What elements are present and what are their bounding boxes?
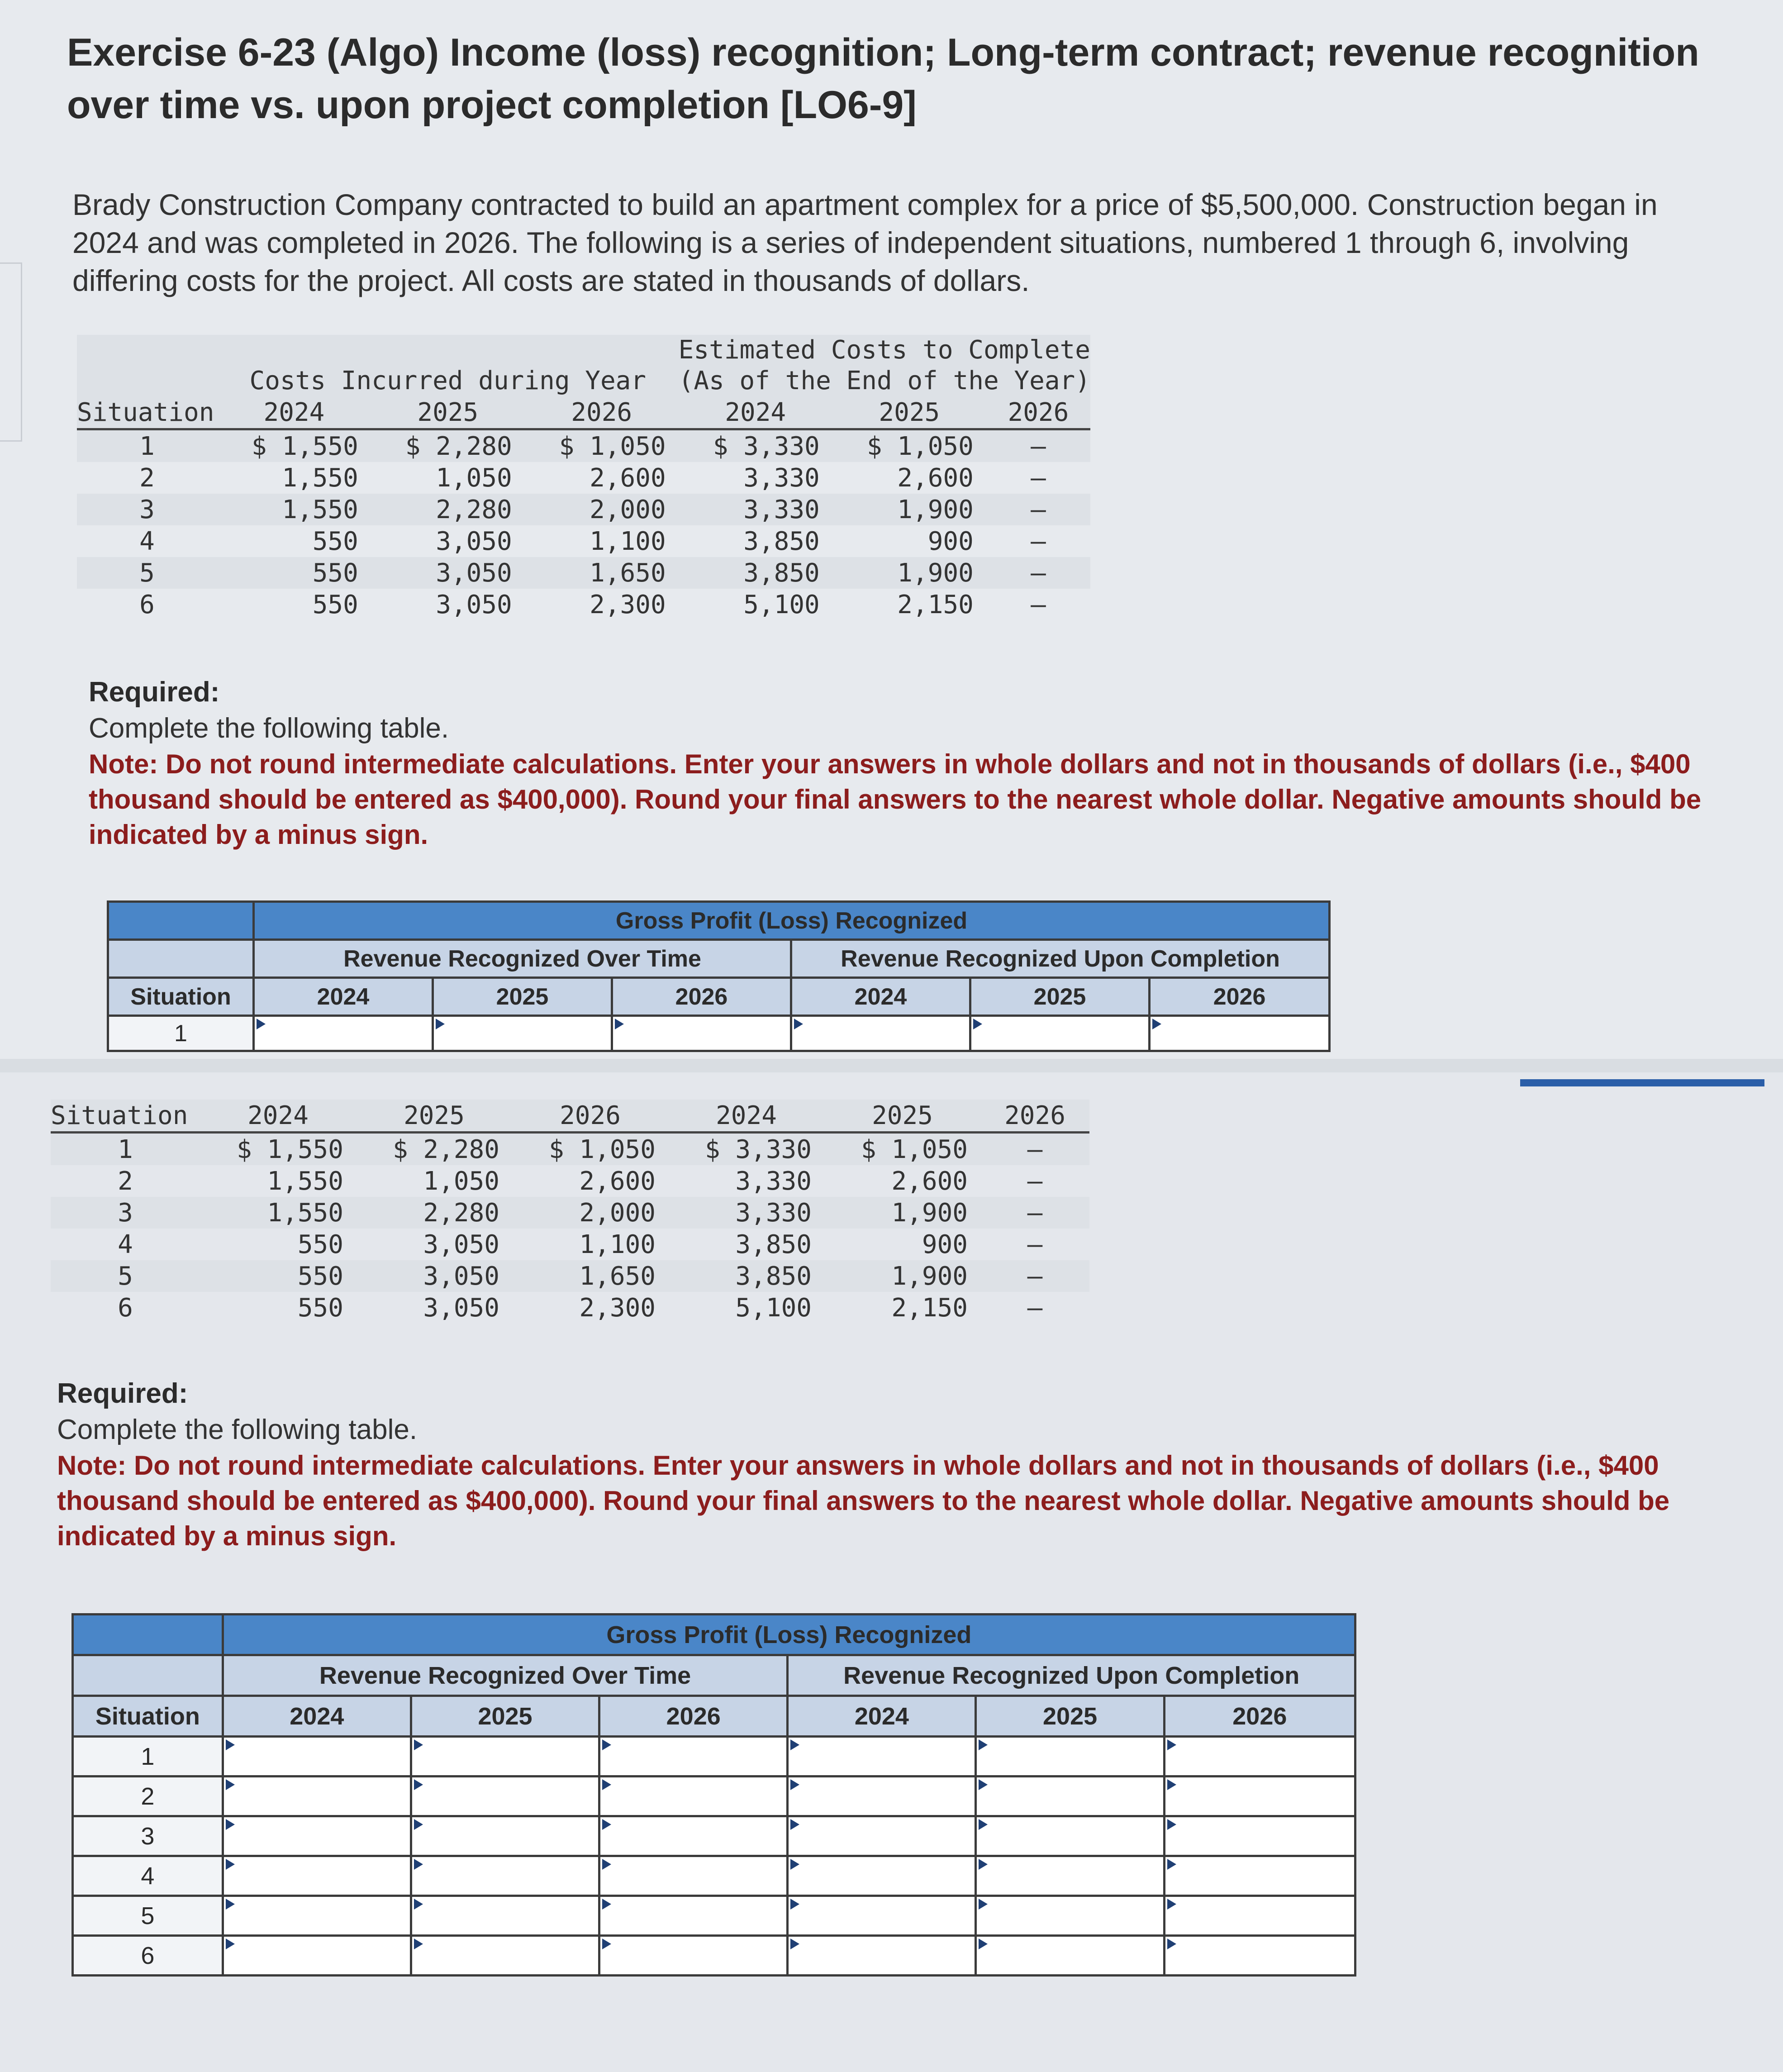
over-time-input[interactable] bbox=[434, 1020, 611, 1047]
cost-incurred-cell: 1,650 bbox=[525, 557, 679, 589]
year-header: 2025 bbox=[433, 978, 612, 1016]
estimated-cost-cell: 900 bbox=[922, 1229, 968, 1259]
over-time-input[interactable] bbox=[600, 1784, 786, 1810]
situation-number: 3 bbox=[51, 1197, 200, 1229]
estimated-cost-cell: 3,850 bbox=[679, 557, 832, 589]
situation-label: 4 bbox=[73, 1856, 223, 1896]
upon-completion-input[interactable] bbox=[789, 1824, 975, 1850]
situation-number: 4 bbox=[118, 1229, 133, 1259]
situation-number: 1 bbox=[77, 429, 217, 462]
situation-label: 6 bbox=[73, 1936, 223, 1976]
upon-completion-input[interactable] bbox=[789, 1744, 975, 1770]
situation-number: 2 bbox=[139, 463, 155, 493]
panel-divider bbox=[0, 1059, 1783, 1072]
estimated-cost-cell: – bbox=[1027, 1166, 1043, 1196]
year-header: 2024 bbox=[788, 1696, 976, 1737]
cost-incurred-cell: 1,550 bbox=[217, 494, 371, 525]
answer-input-cell[interactable] bbox=[976, 1777, 1164, 1816]
data-row bbox=[77, 525, 1090, 557]
estimated-cost-cell: 5,100 bbox=[743, 590, 820, 619]
answer-input-cell[interactable] bbox=[788, 1896, 976, 1936]
gross-profit-header: Gross Profit (Loss) Recognized bbox=[254, 902, 1330, 940]
situation-number: 5 bbox=[77, 557, 217, 589]
over-time-input[interactable] bbox=[224, 1824, 410, 1850]
cost-incurred-cell: 550 bbox=[297, 1293, 343, 1323]
year-header: 2025 bbox=[970, 978, 1150, 1016]
answer-input-cell[interactable] bbox=[788, 1816, 976, 1856]
estimated-cost-cell: 2,150 bbox=[891, 1293, 968, 1323]
estimated-cost-cell: $ 3,330 bbox=[668, 1133, 824, 1166]
answer-input-cell[interactable] bbox=[411, 1856, 599, 1896]
over-time-input[interactable] bbox=[412, 1784, 598, 1810]
situation-number: 6 bbox=[118, 1293, 133, 1323]
over-time-header: Revenue Recognized Over Time bbox=[254, 940, 791, 978]
upon-completion-input[interactable] bbox=[977, 1744, 1163, 1770]
upon-completion-input[interactable] bbox=[789, 1903, 975, 1929]
blank-header bbox=[77, 335, 217, 396]
upon-completion-input[interactable] bbox=[792, 1020, 969, 1047]
situation-label: 3 bbox=[73, 1816, 223, 1856]
estimated-cost-cell: 2,600 bbox=[897, 463, 974, 493]
year-header: 2026 bbox=[1164, 1696, 1355, 1737]
cost-incurred-cell: 550 bbox=[297, 1229, 343, 1259]
answer-input-cell[interactable] bbox=[788, 1936, 976, 1976]
upon-completion-input[interactable] bbox=[977, 1824, 1163, 1850]
answer-input-cell[interactable] bbox=[411, 1936, 599, 1976]
situation-number: 4 bbox=[139, 526, 155, 556]
estimated-cost-cell: 3,850 bbox=[668, 1260, 824, 1292]
upon-completion-input[interactable] bbox=[1165, 1903, 1354, 1929]
cost-incurred-cell: 2,300 bbox=[579, 1293, 656, 1323]
cost-incurred-cell: $ 1,550 bbox=[200, 1133, 356, 1166]
situation-label: 1 bbox=[108, 1016, 254, 1051]
estimated-cost-cell: – bbox=[1027, 1229, 1043, 1259]
answer-input-cell[interactable] bbox=[1164, 1896, 1355, 1936]
progress-strip bbox=[1520, 1079, 1764, 1086]
cost-incurred-cell: 3,050 bbox=[423, 1229, 499, 1259]
answer-input-cell[interactable] bbox=[612, 1016, 791, 1051]
problem-intro: Brady Construction Company contracted to build an apartment complex for a price of $5,500,000. Construction began in 2024 and was completed in 2026. The following is a series of independent situations, numbered 1 through 6, involving differing costs for the project. All costs are stated in thousands of dollars. bbox=[72, 188, 1658, 297]
cost-incurred-cell: 2,600 bbox=[590, 463, 666, 493]
estimated-cost-cell: – bbox=[980, 1133, 1089, 1166]
costs-incurred-header: Costs Incurred during Year bbox=[217, 335, 679, 396]
answer-input-cell[interactable] bbox=[411, 1777, 599, 1816]
cost-incurred-cell: 3,050 bbox=[436, 590, 512, 619]
cost-incurred-cell: $ 2,280 bbox=[356, 1133, 512, 1166]
data-row bbox=[51, 1133, 1089, 1166]
answer-input-cell[interactable] bbox=[411, 1737, 599, 1777]
answer-input-cell[interactable] bbox=[976, 1737, 1164, 1777]
estimated-cost-cell: $ 1,050 bbox=[832, 429, 986, 462]
estimated-cost-cell: 1,900 bbox=[824, 1260, 980, 1292]
answer-row bbox=[73, 1816, 1355, 1856]
upon-completion-header: Revenue Recognized Upon Completion bbox=[791, 940, 1330, 978]
estimated-cost-cell: 3,330 bbox=[679, 494, 832, 525]
cost-incurred-cell: $ 1,050 bbox=[512, 1133, 668, 1166]
situation-label: 2 bbox=[73, 1777, 223, 1816]
answer-input-cell[interactable] bbox=[976, 1896, 1164, 1936]
year-header: 2025 bbox=[824, 1100, 980, 1133]
data-row bbox=[77, 557, 1090, 589]
data-row bbox=[51, 1260, 1089, 1292]
estimated-cost-cell: – bbox=[986, 557, 1090, 589]
cost-incurred-cell: 550 bbox=[312, 590, 358, 619]
year-header: 2026 bbox=[1150, 978, 1330, 1016]
band-blank bbox=[108, 940, 254, 978]
data-row bbox=[51, 1197, 1089, 1229]
year-header: 2025 bbox=[976, 1696, 1164, 1737]
upon-completion-input[interactable] bbox=[1165, 1943, 1354, 1969]
cost-incurred-cell: 1,550 bbox=[282, 463, 358, 493]
answer-row bbox=[73, 1936, 1355, 1976]
cost-incurred-cell: 1,650 bbox=[512, 1260, 668, 1292]
answer-input-cell[interactable] bbox=[599, 1816, 788, 1856]
cost-incurred-cell: 2,300 bbox=[590, 590, 666, 619]
over-time-input[interactable] bbox=[224, 1784, 410, 1810]
estimated-cost-cell: 1,900 bbox=[832, 557, 986, 589]
answer-input-cell[interactable] bbox=[223, 1816, 411, 1856]
cost-incurred-cell: 2,000 bbox=[512, 1197, 668, 1229]
answer-input-cell[interactable] bbox=[788, 1737, 976, 1777]
cost-incurred-cell: $ 2,280 bbox=[371, 429, 525, 462]
gross-profit-answer-table-full bbox=[71, 1613, 1356, 1977]
over-time-input[interactable] bbox=[412, 1903, 598, 1929]
answer-input-cell[interactable] bbox=[223, 1777, 411, 1816]
estimated-cost-cell: – bbox=[986, 494, 1090, 525]
year-header: 2025 bbox=[356, 1100, 512, 1133]
gross-profit-header: Gross Profit (Loss) Recognized bbox=[223, 1615, 1355, 1655]
estimated-cost-cell: – bbox=[980, 1197, 1089, 1229]
answer-input-cell[interactable] bbox=[1164, 1816, 1355, 1856]
answer-input-cell[interactable] bbox=[223, 1936, 411, 1976]
cost-incurred-cell: 550 bbox=[217, 557, 371, 589]
over-time-input[interactable] bbox=[224, 1903, 410, 1929]
cost-incurred-cell: 550 bbox=[312, 526, 358, 556]
upon-completion-input[interactable] bbox=[1165, 1824, 1354, 1850]
cost-incurred-cell: 1,550 bbox=[200, 1197, 356, 1229]
answer-input-cell[interactable] bbox=[1164, 1777, 1355, 1816]
answer-row bbox=[73, 1777, 1355, 1816]
cost-incurred-cell: 2,280 bbox=[356, 1197, 512, 1229]
data-row bbox=[77, 494, 1090, 525]
required-text: Complete the following table. bbox=[89, 713, 449, 744]
answer-input-cell[interactable] bbox=[223, 1737, 411, 1777]
estimated-cost-cell: – bbox=[1031, 590, 1046, 619]
data-row bbox=[51, 1292, 1089, 1324]
required-note: Note: Do not round intermediate calculations. Enter your answers in whole dollars and not in thousands of dollars (i.e., $400 thousand should be entered as $400,000). Round your final answers to the nearest whole dollar. Negative amounts should be indicated by a minus sign. bbox=[57, 1450, 1670, 1551]
data-row bbox=[77, 429, 1090, 462]
situation-header: Situation bbox=[51, 1100, 200, 1133]
year-header: 2025 bbox=[371, 396, 525, 429]
estimated-cost-cell: – bbox=[1027, 1293, 1043, 1323]
answer-input-cell[interactable] bbox=[223, 1896, 411, 1936]
situation-label: 5 bbox=[73, 1896, 223, 1936]
year-header: 2025 bbox=[832, 396, 986, 429]
year-header: 2026 bbox=[612, 978, 791, 1016]
upon-completion-input[interactable] bbox=[789, 1863, 975, 1890]
answer-input-cell[interactable] bbox=[1164, 1936, 1355, 1976]
over-time-input[interactable] bbox=[412, 1824, 598, 1850]
upon-completion-input[interactable] bbox=[977, 1863, 1163, 1890]
answer-rows bbox=[73, 1737, 1355, 1976]
answer-row bbox=[73, 1737, 1355, 1777]
estimated-cost-cell: 1,900 bbox=[832, 494, 986, 525]
upon-completion-input[interactable] bbox=[977, 1903, 1163, 1929]
estimated-cost-cell: 900 bbox=[927, 526, 974, 556]
answer-input-cell[interactable] bbox=[970, 1016, 1150, 1051]
answer-input-cell[interactable] bbox=[599, 1856, 788, 1896]
estimated-cost-cell: – bbox=[1031, 526, 1046, 556]
year-header: 2024 bbox=[791, 978, 970, 1016]
cost-incurred-cell: 1,100 bbox=[579, 1229, 656, 1259]
over-time-input[interactable] bbox=[600, 1744, 786, 1770]
cost-incurred-cell: 1,550 bbox=[267, 1166, 343, 1196]
situation-number: 6 bbox=[139, 590, 155, 619]
estimated-cost-cell: 3,330 bbox=[735, 1166, 812, 1196]
over-time-input[interactable] bbox=[412, 1943, 598, 1969]
over-time-input[interactable] bbox=[613, 1020, 790, 1047]
over-time-input[interactable] bbox=[600, 1943, 786, 1969]
answer-input-cell[interactable] bbox=[976, 1816, 1164, 1856]
exercise-title: Exercise 6-23 (Algo) Income (loss) recognition; Long-term contract; revenue recognition over time vs. upon project completion [LO6-9] bbox=[67, 31, 1699, 127]
estimated-cost-cell: – bbox=[1031, 463, 1046, 493]
estimated-cost-cell: 5,100 bbox=[735, 1293, 812, 1323]
estimated-cost-cell: 3,850 bbox=[743, 526, 820, 556]
year-header: 2026 bbox=[986, 396, 1090, 429]
year-header: 2024 bbox=[200, 1100, 356, 1133]
year-header: 2024 bbox=[223, 1696, 411, 1737]
answer-input-cell[interactable] bbox=[599, 1737, 788, 1777]
data-rows bbox=[51, 1133, 1089, 1324]
situation-number: 3 bbox=[77, 494, 217, 525]
situation-header: Situation bbox=[108, 978, 254, 1016]
upon-completion-input[interactable] bbox=[1165, 1744, 1354, 1770]
answer-input-cell[interactable] bbox=[788, 1856, 976, 1896]
answer-row bbox=[73, 1856, 1355, 1896]
answer-rows bbox=[108, 1016, 1330, 1051]
estimated-cost-cell: 3,330 bbox=[668, 1197, 824, 1229]
costs-data-table-repeat bbox=[51, 1100, 1089, 1324]
upon-completion-input[interactable] bbox=[789, 1784, 975, 1810]
band-blank bbox=[108, 902, 254, 940]
upon-completion-input[interactable] bbox=[1151, 1020, 1328, 1047]
year-header: 2024 bbox=[668, 1100, 824, 1133]
situation-header: Situation bbox=[77, 396, 217, 429]
over-time-input[interactable] bbox=[255, 1020, 432, 1047]
cost-incurred-cell: 3,050 bbox=[356, 1260, 512, 1292]
over-time-input[interactable] bbox=[224, 1863, 410, 1890]
upon-completion-header: Revenue Recognized Upon Completion bbox=[788, 1655, 1355, 1696]
over-time-input[interactable] bbox=[224, 1943, 410, 1969]
over-time-input[interactable] bbox=[412, 1863, 598, 1890]
upon-completion-input[interactable] bbox=[971, 1020, 1148, 1047]
estimated-cost-cell: – bbox=[986, 429, 1090, 462]
cost-incurred-cell: $ 1,050 bbox=[525, 429, 679, 462]
data-row bbox=[51, 1229, 1089, 1260]
answer-input-cell[interactable] bbox=[976, 1856, 1164, 1896]
data-row bbox=[51, 1165, 1089, 1197]
estimated-cost-cell: $ 3,330 bbox=[679, 429, 832, 462]
answer-input-cell[interactable] bbox=[599, 1896, 788, 1936]
year-header: 2024 bbox=[217, 396, 371, 429]
answer-input-cell[interactable] bbox=[223, 1856, 411, 1896]
year-header: 2026 bbox=[512, 1100, 668, 1133]
estimated-cost-cell: $ 1,050 bbox=[824, 1133, 980, 1166]
answer-input-cell[interactable] bbox=[599, 1936, 788, 1976]
cost-incurred-cell: 1,050 bbox=[423, 1166, 499, 1196]
cost-incurred-cell: 2,600 bbox=[579, 1166, 656, 1196]
gross-profit-answer-table bbox=[107, 900, 1331, 1052]
over-time-input[interactable] bbox=[224, 1744, 410, 1770]
situation-header: Situation bbox=[73, 1696, 223, 1737]
required-heading: Required: bbox=[89, 676, 220, 708]
answer-input-cell[interactable] bbox=[1164, 1856, 1355, 1896]
estimated-cost-cell: 1,900 bbox=[824, 1197, 980, 1229]
situation-number: 1 bbox=[51, 1133, 200, 1166]
over-time-input[interactable] bbox=[412, 1744, 598, 1770]
year-header: 2026 bbox=[599, 1696, 788, 1737]
data-row bbox=[77, 589, 1090, 620]
estimated-cost-cell: 2,150 bbox=[897, 590, 974, 619]
over-time-input[interactable] bbox=[600, 1863, 786, 1890]
required-note: Note: Do not round intermediate calculations. Enter your answers in whole dollars and not in thousands of dollars (i.e., $400 thousand should be entered as $400,000). Round your final answers to the nearest whole dollar. Negative amounts should be indicated by a minus sign. bbox=[89, 749, 1702, 850]
data-row bbox=[77, 462, 1090, 494]
cost-incurred-cell: 1,100 bbox=[590, 526, 666, 556]
answer-input-cell[interactable] bbox=[788, 1777, 976, 1816]
answer-row bbox=[108, 1016, 1330, 1051]
required-section bbox=[89, 674, 1763, 853]
estimated-cost-cell: 3,330 bbox=[743, 463, 820, 493]
year-header: 2024 bbox=[679, 396, 832, 429]
estimated-costs-header-line1: Estimated Costs to Complete bbox=[678, 335, 1090, 365]
required-heading: Required: bbox=[57, 1378, 188, 1409]
situation-label: 1 bbox=[73, 1737, 223, 1777]
upon-completion-input[interactable] bbox=[1165, 1784, 1354, 1810]
over-time-input[interactable] bbox=[600, 1903, 786, 1929]
costs-data-table bbox=[77, 335, 1090, 620]
estimated-cost-cell: – bbox=[980, 1260, 1089, 1292]
data-rows bbox=[77, 429, 1090, 621]
year-header: 2026 bbox=[980, 1100, 1089, 1133]
cost-incurred-cell: $ 1,550 bbox=[217, 429, 371, 462]
year-header: 2026 bbox=[525, 396, 679, 429]
over-time-input[interactable] bbox=[600, 1824, 786, 1850]
answer-input-cell[interactable] bbox=[254, 1016, 433, 1051]
year-header: 2025 bbox=[411, 1696, 599, 1737]
upon-completion-input[interactable] bbox=[977, 1943, 1163, 1969]
cost-incurred-cell: 3,050 bbox=[423, 1293, 499, 1323]
band-blank bbox=[73, 1655, 223, 1696]
estimated-costs-header-line2: (As of the End of the Year) bbox=[678, 366, 1090, 395]
answer-input-cell[interactable] bbox=[411, 1816, 599, 1856]
answer-input-cell[interactable] bbox=[1150, 1016, 1330, 1051]
answer-input-cell[interactable] bbox=[433, 1016, 612, 1051]
estimated-cost-cell: 2,600 bbox=[891, 1166, 968, 1196]
cost-incurred-cell: 2,000 bbox=[525, 494, 679, 525]
situation-number: 5 bbox=[51, 1260, 200, 1292]
answer-input-cell[interactable] bbox=[599, 1777, 788, 1816]
answer-input-cell[interactable] bbox=[411, 1896, 599, 1936]
answer-row bbox=[73, 1896, 1355, 1936]
answer-input-cell[interactable] bbox=[976, 1936, 1164, 1976]
required-text: Complete the following table. bbox=[57, 1414, 418, 1445]
side-frame bbox=[0, 262, 22, 442]
answer-input-cell[interactable] bbox=[791, 1016, 970, 1051]
cost-incurred-cell: 2,280 bbox=[371, 494, 525, 525]
estimated-costs-header bbox=[679, 335, 1090, 396]
upon-completion-input[interactable] bbox=[789, 1943, 975, 1969]
required-section-repeat bbox=[57, 1376, 1731, 1554]
over-time-header: Revenue Recognized Over Time bbox=[223, 1655, 788, 1696]
year-header: 2024 bbox=[254, 978, 433, 1016]
answer-input-cell[interactable] bbox=[1164, 1737, 1355, 1777]
situation-number: 2 bbox=[118, 1166, 133, 1196]
upon-completion-input[interactable] bbox=[977, 1784, 1163, 1810]
cost-incurred-cell: 550 bbox=[200, 1260, 356, 1292]
cost-incurred-cell: 1,050 bbox=[436, 463, 512, 493]
cost-incurred-cell: 3,050 bbox=[371, 557, 525, 589]
estimated-cost-cell: 3,850 bbox=[735, 1229, 812, 1259]
cost-incurred-cell: 3,050 bbox=[436, 526, 512, 556]
upon-completion-input[interactable] bbox=[1165, 1863, 1354, 1890]
band-blank bbox=[73, 1615, 223, 1655]
